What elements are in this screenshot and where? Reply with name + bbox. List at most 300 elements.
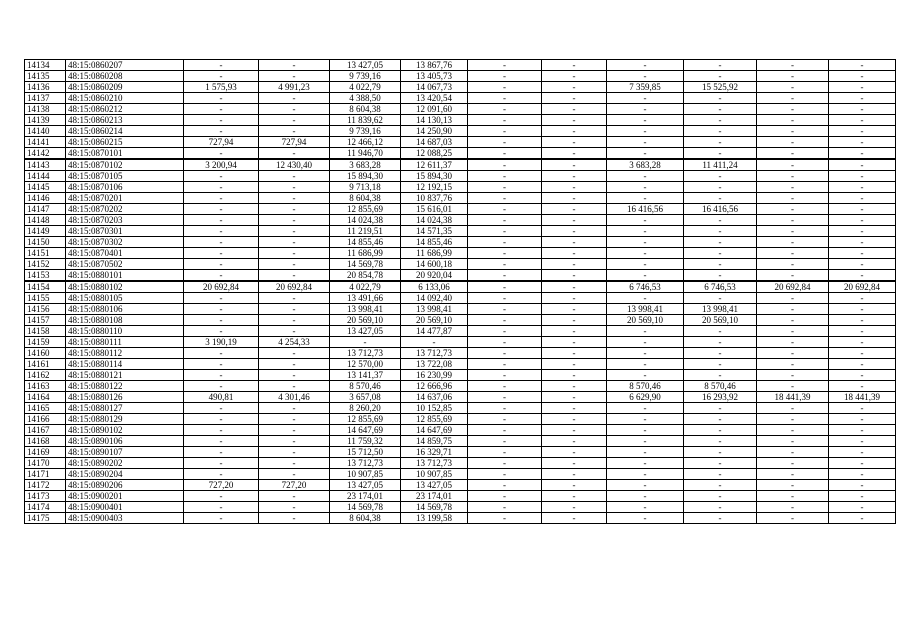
value-cell: 16 329,71 xyxy=(401,447,468,458)
cadastral-number-cell: 48:15:0870106 xyxy=(66,182,184,193)
value-cell: - xyxy=(468,259,542,270)
cadastral-number-cell: 48:15:0880122 xyxy=(66,381,184,392)
value-cell: - xyxy=(468,115,542,126)
value-cell: - xyxy=(468,480,542,491)
value-cell: 12 430,40 xyxy=(259,159,330,171)
value-cell: 23 174,01 xyxy=(330,491,401,502)
value-cell: 14 600,18 xyxy=(401,259,468,270)
value-cell: - xyxy=(259,502,330,513)
value-cell: - xyxy=(684,425,757,436)
value-cell: - xyxy=(259,513,330,524)
table-row xyxy=(25,469,896,480)
value-cell: - xyxy=(829,381,896,392)
table-row xyxy=(25,491,896,502)
value-cell: - xyxy=(542,469,607,480)
value-cell: - xyxy=(259,193,330,204)
cadastral-number-cell: 48:15:0890206 xyxy=(66,480,184,491)
value-cell: - xyxy=(757,193,829,204)
row-number-cell: 14136 xyxy=(25,82,66,93)
value-cell: - xyxy=(468,126,542,137)
value-cell: - xyxy=(607,71,684,82)
value-cell: 3 683,28 xyxy=(607,159,684,171)
value-cell: - xyxy=(468,182,542,193)
value-cell: - xyxy=(468,193,542,204)
value-cell: - xyxy=(829,193,896,204)
cadastral-number-cell: 48:15:0860208 xyxy=(66,71,184,82)
value-cell: - xyxy=(184,469,259,480)
value-cell: 14 130,13 xyxy=(401,115,468,126)
value-cell: 13 420,54 xyxy=(401,93,468,104)
value-cell: - xyxy=(607,248,684,259)
value-cell: - xyxy=(259,93,330,104)
value-cell: - xyxy=(829,71,896,82)
value-cell: - xyxy=(684,270,757,282)
value-cell: 15 525,92 xyxy=(684,82,757,93)
value-cell: - xyxy=(829,414,896,425)
value-cell: 13 998,41 xyxy=(684,304,757,315)
cadastral-number-cell: 48:15:0880106 xyxy=(66,304,184,315)
value-cell: - xyxy=(757,326,829,337)
value-cell: - xyxy=(607,480,684,491)
value-cell: - xyxy=(757,104,829,115)
table-row xyxy=(25,215,896,226)
value-cell: 12 611,37 xyxy=(401,159,468,171)
value-cell: - xyxy=(468,237,542,248)
value-cell: - xyxy=(829,137,896,148)
value-cell: - xyxy=(184,447,259,458)
value-cell: - xyxy=(542,60,607,71)
table-row xyxy=(25,281,896,293)
value-cell: 14 024,38 xyxy=(401,215,468,226)
value-cell: - xyxy=(829,115,896,126)
value-cell: - xyxy=(684,458,757,469)
value-cell: - xyxy=(468,159,542,171)
value-cell: - xyxy=(184,226,259,237)
value-cell: - xyxy=(684,60,757,71)
table-row xyxy=(25,293,896,304)
value-cell: - xyxy=(684,171,757,182)
value-cell: - xyxy=(184,348,259,359)
row-number-cell: 14153 xyxy=(25,270,66,282)
value-cell: 14 569,78 xyxy=(330,502,401,513)
row-number-cell: 14135 xyxy=(25,71,66,82)
cadastral-number-cell: 48:15:0870202 xyxy=(66,204,184,215)
value-cell: - xyxy=(607,171,684,182)
value-cell: - xyxy=(757,381,829,392)
value-cell: - xyxy=(607,348,684,359)
value-cell: - xyxy=(829,237,896,248)
value-cell: - xyxy=(542,215,607,226)
value-cell: - xyxy=(468,502,542,513)
table-row xyxy=(25,204,896,215)
value-cell: - xyxy=(259,315,330,326)
value-cell: - xyxy=(829,337,896,348)
value-cell: - xyxy=(259,370,330,381)
value-cell: - xyxy=(468,226,542,237)
table-row xyxy=(25,182,896,193)
table-row xyxy=(25,82,896,93)
table-row xyxy=(25,159,896,171)
value-cell: - xyxy=(542,458,607,469)
cadastral-number-cell: 48:15:0880108 xyxy=(66,315,184,326)
value-cell: 13 722,08 xyxy=(401,359,468,370)
value-cell: 20 854,78 xyxy=(330,270,401,282)
cadastral-number-cell: 48:15:0880105 xyxy=(66,293,184,304)
value-cell: - xyxy=(184,237,259,248)
value-cell: - xyxy=(542,348,607,359)
row-number-cell: 14175 xyxy=(25,513,66,524)
value-cell: - xyxy=(757,215,829,226)
value-cell: - xyxy=(259,425,330,436)
value-cell: - xyxy=(684,259,757,270)
table-row xyxy=(25,337,896,348)
value-cell: - xyxy=(184,436,259,447)
value-cell: 8 604,38 xyxy=(330,104,401,115)
value-cell: - xyxy=(829,171,896,182)
value-cell: - xyxy=(259,226,330,237)
value-cell: - xyxy=(684,193,757,204)
value-cell: 15 894,30 xyxy=(401,171,468,182)
value-cell: - xyxy=(757,337,829,348)
value-cell: - xyxy=(607,60,684,71)
value-cell: 15 616,01 xyxy=(401,204,468,215)
value-cell: - xyxy=(607,115,684,126)
value-cell: - xyxy=(542,82,607,93)
cadastral-number-cell: 48:15:0860212 xyxy=(66,104,184,115)
value-cell: 4 022,79 xyxy=(330,82,401,93)
value-cell: 20 692,84 xyxy=(757,281,829,293)
cadastral-number-cell: 48:15:0880112 xyxy=(66,348,184,359)
value-cell: - xyxy=(259,304,330,315)
cadastral-number-cell: 48:15:0880101 xyxy=(66,270,184,282)
value-cell: - xyxy=(757,148,829,160)
value-cell: - xyxy=(468,204,542,215)
row-number-cell: 14171 xyxy=(25,469,66,480)
value-cell: 10 907,85 xyxy=(330,469,401,480)
value-cell: 20 569,10 xyxy=(401,315,468,326)
value-cell: - xyxy=(757,403,829,414)
row-number-cell: 14161 xyxy=(25,359,66,370)
value-cell: - xyxy=(184,326,259,337)
value-cell: 14 067,73 xyxy=(401,82,468,93)
value-cell: - xyxy=(684,215,757,226)
value-cell: - xyxy=(684,403,757,414)
value-cell: - xyxy=(542,513,607,524)
value-cell: - xyxy=(542,204,607,215)
row-number-cell: 14170 xyxy=(25,458,66,469)
value-cell: - xyxy=(684,337,757,348)
row-number-cell: 14149 xyxy=(25,226,66,237)
row-number-cell: 14148 xyxy=(25,215,66,226)
row-number-cell: 14172 xyxy=(25,480,66,491)
value-cell: - xyxy=(607,447,684,458)
value-cell: 8 570,46 xyxy=(607,381,684,392)
cadastral-number-cell: 48:15:0870502 xyxy=(66,259,184,270)
value-cell: 12 570,00 xyxy=(330,359,401,370)
value-cell: - xyxy=(684,513,757,524)
value-cell: - xyxy=(684,104,757,115)
table-row xyxy=(25,392,896,403)
value-cell: - xyxy=(468,513,542,524)
table-row xyxy=(25,480,896,491)
cadastral-number-cell: 48:15:0860213 xyxy=(66,115,184,126)
value-cell: - xyxy=(684,293,757,304)
value-cell: - xyxy=(184,182,259,193)
value-cell: - xyxy=(607,326,684,337)
value-cell: - xyxy=(607,93,684,104)
value-cell: 10 907,85 xyxy=(401,469,468,480)
value-cell: - xyxy=(259,348,330,359)
value-cell: - xyxy=(184,513,259,524)
value-cell: - xyxy=(259,469,330,480)
value-cell: - xyxy=(259,204,330,215)
value-cell: - xyxy=(607,359,684,370)
value-cell: - xyxy=(607,513,684,524)
cadastral-number-cell: 48:15:0880127 xyxy=(66,403,184,414)
row-number-cell: 14147 xyxy=(25,204,66,215)
value-cell: - xyxy=(829,491,896,502)
value-cell: 727,94 xyxy=(184,137,259,148)
value-cell: - xyxy=(757,293,829,304)
value-cell: 6 133,06 xyxy=(401,281,468,293)
value-cell: - xyxy=(542,436,607,447)
cadastral-number-cell: 48:15:0880129 xyxy=(66,414,184,425)
value-cell: - xyxy=(607,403,684,414)
value-cell: - xyxy=(829,60,896,71)
cadastral-number-cell: 48:15:0860214 xyxy=(66,126,184,137)
row-number-cell: 14159 xyxy=(25,337,66,348)
value-cell: - xyxy=(684,359,757,370)
value-cell: 11 839,62 xyxy=(330,115,401,126)
value-cell: - xyxy=(259,171,330,182)
table-row xyxy=(25,348,896,359)
value-cell: - xyxy=(542,326,607,337)
value-cell: 23 174,01 xyxy=(401,491,468,502)
value-cell: 12 192,15 xyxy=(401,182,468,193)
value-cell: - xyxy=(542,237,607,248)
value-cell: - xyxy=(757,248,829,259)
value-cell: - xyxy=(259,270,330,282)
value-cell: - xyxy=(468,392,542,403)
value-cell: - xyxy=(468,137,542,148)
value-cell: - xyxy=(607,502,684,513)
value-cell: 8 570,46 xyxy=(330,381,401,392)
value-cell: - xyxy=(468,248,542,259)
value-cell: 13 998,41 xyxy=(401,304,468,315)
value-cell: 20 692,84 xyxy=(259,281,330,293)
table-row xyxy=(25,259,896,270)
table-row xyxy=(25,447,896,458)
value-cell: - xyxy=(607,337,684,348)
value-cell: 20 920,04 xyxy=(401,270,468,282)
cadastral-number-cell: 48:15:0900201 xyxy=(66,491,184,502)
table-row xyxy=(25,193,896,204)
value-cell: - xyxy=(684,414,757,425)
value-cell: - xyxy=(757,491,829,502)
value-cell: - xyxy=(829,403,896,414)
value-cell: - xyxy=(757,425,829,436)
value-cell: - xyxy=(184,270,259,282)
value-cell: - xyxy=(684,248,757,259)
table-row xyxy=(25,502,896,513)
value-cell: - xyxy=(259,71,330,82)
cadastral-number-cell: 48:15:0880121 xyxy=(66,370,184,381)
value-cell: 20 692,84 xyxy=(184,281,259,293)
value-cell: - xyxy=(468,425,542,436)
row-number-cell: 14174 xyxy=(25,502,66,513)
value-cell: - xyxy=(184,204,259,215)
value-cell: - xyxy=(468,148,542,160)
value-cell: - xyxy=(829,469,896,480)
cadastral-number-cell: 48:15:0900403 xyxy=(66,513,184,524)
cadastral-number-cell: 48:15:0890204 xyxy=(66,469,184,480)
value-cell: - xyxy=(757,270,829,282)
value-cell: - xyxy=(259,60,330,71)
row-number-cell: 14163 xyxy=(25,381,66,392)
value-cell: - xyxy=(684,93,757,104)
value-cell: 14 637,06 xyxy=(401,392,468,403)
value-cell: - xyxy=(757,370,829,381)
value-cell: 3 683,28 xyxy=(330,159,401,171)
value-cell: 6 746,53 xyxy=(607,281,684,293)
value-cell: - xyxy=(184,315,259,326)
value-cell: - xyxy=(829,458,896,469)
value-cell: - xyxy=(607,370,684,381)
value-cell: 12 088,25 xyxy=(401,148,468,160)
value-cell: - xyxy=(757,126,829,137)
row-number-cell: 14141 xyxy=(25,137,66,148)
value-cell: - xyxy=(607,237,684,248)
value-cell: - xyxy=(757,458,829,469)
cadastral-number-cell: 48:15:0880114 xyxy=(66,359,184,370)
value-cell: - xyxy=(829,370,896,381)
value-cell: - xyxy=(468,281,542,293)
row-number-cell: 14140 xyxy=(25,126,66,137)
value-cell: - xyxy=(757,304,829,315)
value-cell: - xyxy=(468,104,542,115)
value-cell: - xyxy=(468,458,542,469)
value-cell: 14 569,78 xyxy=(401,502,468,513)
value-cell: - xyxy=(829,82,896,93)
value-cell: - xyxy=(330,337,401,348)
row-number-cell: 14162 xyxy=(25,370,66,381)
value-cell: 12 855,69 xyxy=(401,414,468,425)
value-cell: - xyxy=(607,293,684,304)
value-cell: - xyxy=(184,491,259,502)
value-cell: - xyxy=(542,115,607,126)
value-cell: 3 657,08 xyxy=(330,392,401,403)
value-cell: 16 230,99 xyxy=(401,370,468,381)
table-row xyxy=(25,126,896,137)
value-cell: - xyxy=(757,204,829,215)
table-row xyxy=(25,315,896,326)
value-cell: - xyxy=(259,414,330,425)
value-cell: - xyxy=(542,137,607,148)
value-cell: - xyxy=(259,458,330,469)
row-number-cell: 14157 xyxy=(25,315,66,326)
value-cell: - xyxy=(684,469,757,480)
value-cell: 14 571,35 xyxy=(401,226,468,237)
value-cell: - xyxy=(829,248,896,259)
value-cell: - xyxy=(829,348,896,359)
value-cell: - xyxy=(184,171,259,182)
value-cell: - xyxy=(829,513,896,524)
value-cell: - xyxy=(757,502,829,513)
value-cell: - xyxy=(757,82,829,93)
value-cell: - xyxy=(184,193,259,204)
value-cell: - xyxy=(259,248,330,259)
value-cell: - xyxy=(607,259,684,270)
value-cell: - xyxy=(607,414,684,425)
value-cell: - xyxy=(829,359,896,370)
value-cell: 14 092,40 xyxy=(401,293,468,304)
table-row xyxy=(25,115,896,126)
value-cell: 14 855,46 xyxy=(330,237,401,248)
value-cell: - xyxy=(468,82,542,93)
value-cell: 9 739,16 xyxy=(330,71,401,82)
value-cell: - xyxy=(184,381,259,392)
value-cell: - xyxy=(684,115,757,126)
value-cell: 3 200,94 xyxy=(184,159,259,171)
value-cell: - xyxy=(542,270,607,282)
value-cell: - xyxy=(829,104,896,115)
value-cell: - xyxy=(184,359,259,370)
value-cell: - xyxy=(184,248,259,259)
value-cell: 14 477,87 xyxy=(401,326,468,337)
table-row xyxy=(25,148,896,160)
table-row xyxy=(25,326,896,337)
value-cell: 14 855,46 xyxy=(401,237,468,248)
value-cell: - xyxy=(259,148,330,160)
cadastral-number-cell: 48:15:0870105 xyxy=(66,171,184,182)
value-cell: 10 837,76 xyxy=(401,193,468,204)
value-cell: - xyxy=(542,126,607,137)
cadastral-number-cell: 48:15:0870102 xyxy=(66,159,184,171)
value-cell: - xyxy=(542,480,607,491)
row-number-cell: 14152 xyxy=(25,259,66,270)
cadastral-number-cell: 48:15:0870301 xyxy=(66,226,184,237)
table-row xyxy=(25,403,896,414)
value-cell: - xyxy=(757,182,829,193)
value-cell: - xyxy=(607,458,684,469)
table-row xyxy=(25,104,896,115)
cadastral-number-cell: 48:15:0860215 xyxy=(66,137,184,148)
value-cell: 13 491,66 xyxy=(330,293,401,304)
value-cell: - xyxy=(259,436,330,447)
value-cell: 13 712,73 xyxy=(401,458,468,469)
value-cell: - xyxy=(684,71,757,82)
value-cell: - xyxy=(607,215,684,226)
value-cell: - xyxy=(684,348,757,359)
value-cell: 13 405,73 xyxy=(401,71,468,82)
value-cell: 13 141,37 xyxy=(330,370,401,381)
row-number-cell: 14137 xyxy=(25,93,66,104)
value-cell: 14 647,69 xyxy=(401,425,468,436)
value-cell: 12 091,60 xyxy=(401,104,468,115)
value-cell: - xyxy=(184,304,259,315)
value-cell: - xyxy=(542,381,607,392)
value-cell: - xyxy=(468,326,542,337)
value-cell: - xyxy=(468,171,542,182)
cadastral-number-cell: 48:15:0880111 xyxy=(66,337,184,348)
value-cell: - xyxy=(684,370,757,381)
value-cell: - xyxy=(468,348,542,359)
cadastral-number-cell: 48:15:0890107 xyxy=(66,447,184,458)
value-cell: - xyxy=(542,491,607,502)
table-row xyxy=(25,171,896,182)
value-cell: - xyxy=(184,115,259,126)
value-cell: - xyxy=(401,337,468,348)
